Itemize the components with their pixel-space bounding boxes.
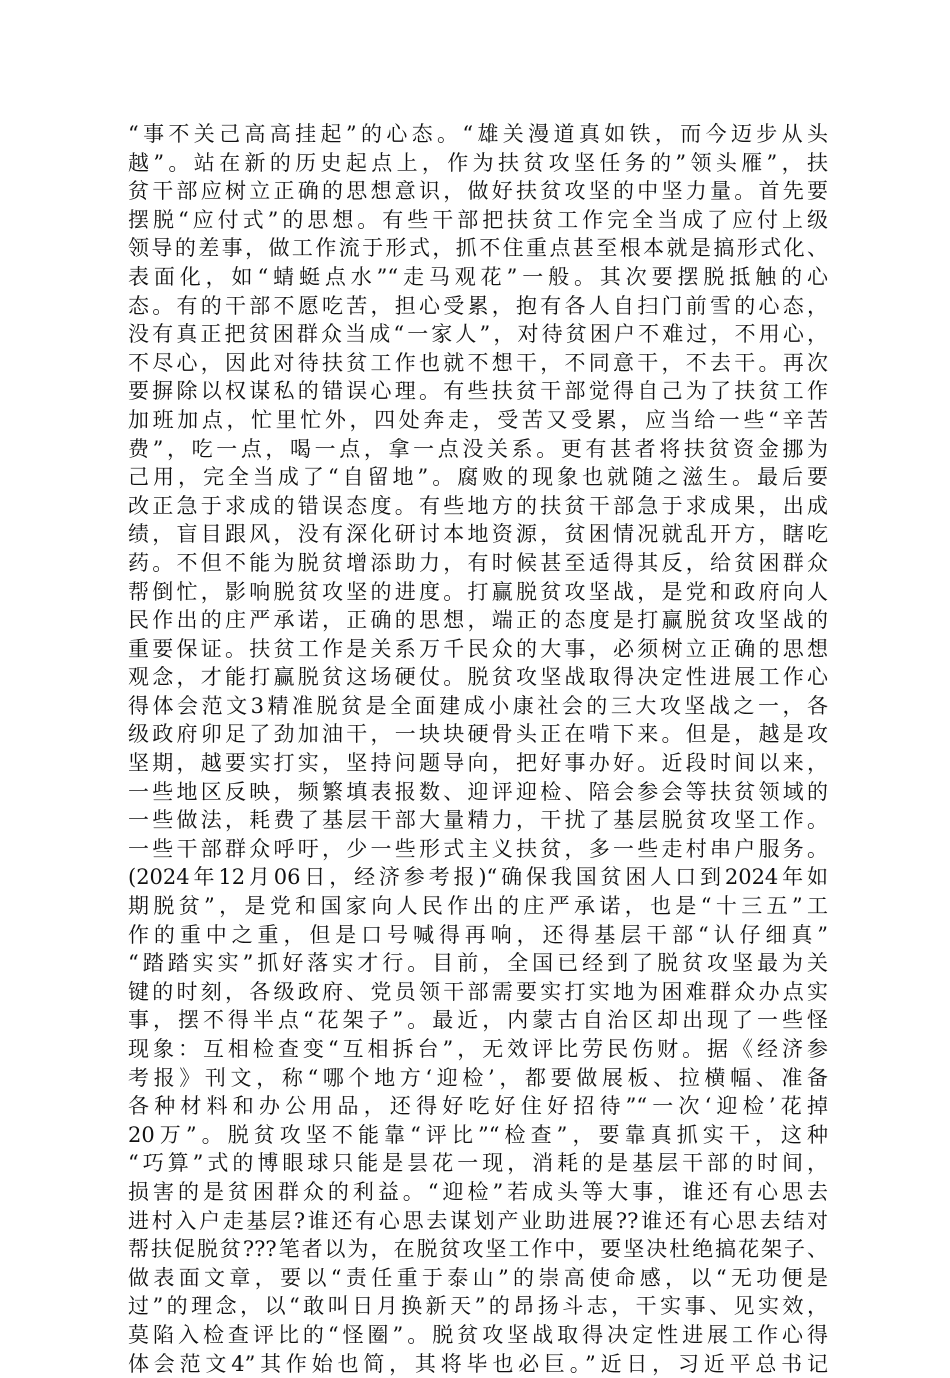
text-line: 改正急于求成的错误态度。有些地方的扶贫干部急于求成果，出成: [128, 493, 828, 518]
text-line: 做表面文章，要以“责任重于泰山”的崇高使命感，以“无功便是: [128, 1265, 828, 1290]
text-line: 帮扶促脱贫???笔者以为，在脱贫攻坚工作中，要坚决杜绝搞花架子、: [128, 1237, 828, 1262]
text-line: 坚期，越要实打实，坚持问题导向，把好事办好。近段时间以来，: [128, 751, 828, 776]
text-line: 没有真正把贫困群众当成“一家人”，对待贫困户不难过，不用心，: [128, 322, 828, 347]
text-line: 观念，才能打赢脱贫这场硬仗。脱贫攻坚战取得决定性进展工作心: [128, 665, 828, 690]
text-line: 一些干部群众呼吁，少一些形式主义扶贫，多一些走村串户服务。: [128, 836, 828, 861]
text-line: 绩，盲目跟风，没有深化研讨本地资源，贫困情况就乱开方，瞎吃: [128, 522, 828, 547]
text-line: 过”的理念，以“敢叫日月换新天”的昂扬斗志，干实事、见实效，: [128, 1294, 828, 1319]
text-line: “事不关己高高挂起”的心态。“雄关漫道真如铁，而今迈步从头: [128, 122, 828, 146]
text-line: 各种材料和办公用品，还得好吃好住好招待”“一次‘迎检’花掉: [128, 1094, 828, 1119]
text-line: 得体会范文3精准脱贫是全面建成小康社会的三大攻坚战之一，各: [128, 693, 828, 718]
text-line: 一些地区反映，频繁填表报数、迎评迎检、陪会参会等扶贫领域的: [128, 779, 828, 804]
text-line: 作的重中之重，但是口号喊得再响，还得基层干部“认仔细真”: [128, 922, 828, 947]
text-line: 期脱贫”，是党和国家向人民作出的庄严承诺，也是“十三五”工: [128, 894, 828, 919]
text-line: 事，摆不得半点“花架子”。最近，内蒙古自治区却出现了一些怪: [128, 1008, 828, 1033]
text-line: 态。有的干部不愿吃苦，担心受累，抱有各人自扫门前雪的心态，: [128, 293, 828, 318]
body-text: [128, 120, 828, 1378]
text-line: 己用，完全当成了“自留地”。腐败的现象也就随之滋生。最后要: [128, 465, 828, 490]
text-line: 药。不但不能为脱贫增添助力，有时候甚至适得其反，给贫困群众: [128, 550, 828, 575]
text-line: “踏踏实实”抓好落实才行。目前，全国已经到了脱贫攻坚最为关: [128, 951, 828, 976]
text-line: 贫干部应树立正确的思想意识，做好扶贫攻坚的中坚力量。首先要: [128, 179, 828, 204]
text-line: 摆脱“应付式”的思想。有些干部把扶贫工作完全当成了应付上级: [128, 207, 828, 232]
text-line: 损害的是贫困群众的利益。“迎检”若成头等大事，谁还有心思去: [128, 1179, 828, 1204]
text-line: (2024年12月06日，经济参考报)“确保我国贫困人口到2024年如: [128, 865, 828, 890]
text-line: 加班加点，忙里忙外，四处奔走，受苦又受累，应当给一些“辛苦: [128, 407, 828, 432]
text-line: 考报》刊文，称“哪个地方‘迎检’，都要做展板、拉横幅、准备: [128, 1065, 828, 1090]
text-line: 现象：互相检查变“互相拆台”，无效评比劳民伤财。据《经济参: [128, 1037, 828, 1061]
text-line: 级政府卯足了劲加油干，一块块硬骨头正在啃下来。但是，越是攻: [128, 722, 828, 747]
text-line: 莫陷入检查评比的“怪圈”。脱贫攻坚战取得决定性进展工作心得: [128, 1322, 828, 1347]
text-line: 体会范文4”其作始也简，其将毕也必巨。”近日，习近平总书记: [128, 1351, 828, 1376]
text-line: 20万”。脱贫攻坚不能靠“评比”“检查”，要靠真抓实干，这种: [128, 1122, 828, 1147]
text-line: 表面化，如“蜻蜓点水”“走马观花”一般。其次要摆脱抵触的心: [128, 264, 828, 289]
text-line: 重要保证。扶贫工作是关系万千民众的大事，必须树立正确的思想: [128, 636, 828, 661]
text-line: “巧算”式的博眼球只能是昙花一现，消耗的是基层干部的时间，: [128, 1151, 828, 1176]
text-line: 不尽心，因此对待扶贫工作也就不想干，不同意干，不去干。再次: [128, 350, 828, 375]
text-line: 领导的差事，做工作流于形式，抓不住重点甚至根本就是搞形式化、: [128, 236, 828, 261]
text-line: 进村入户走基层?谁还有心思去谋划产业助进展??谁还有心思去结对: [128, 1208, 828, 1233]
text-line: 帮倒忙，影响脱贫攻坚的进度。打赢脱贫攻坚战，是党和政府向人: [128, 579, 828, 604]
text-line: 越”。站在新的历史起点上，作为扶贫攻坚任务的”领头雁”，扶: [128, 150, 828, 175]
text-line: 费”，吃一点，喝一点，拿一点没关系。更有甚者将扶贫资金挪为: [128, 436, 828, 461]
text-line: 键的时刻，各级政府、党员领干部需要实打实地为困难群众办点实: [128, 979, 828, 1004]
text-line: 要摒除以权谋私的错误心理。有些扶贫干部觉得自己为了扶贫工作: [128, 379, 828, 404]
text-line: 民作出的庄严承诺，正确的思想，端正的态度是打赢脱贫攻坚战的: [128, 608, 828, 633]
text-line: 一些做法，耗费了基层干部大量精力，干扰了基层脱贫攻坚工作。: [128, 808, 828, 833]
